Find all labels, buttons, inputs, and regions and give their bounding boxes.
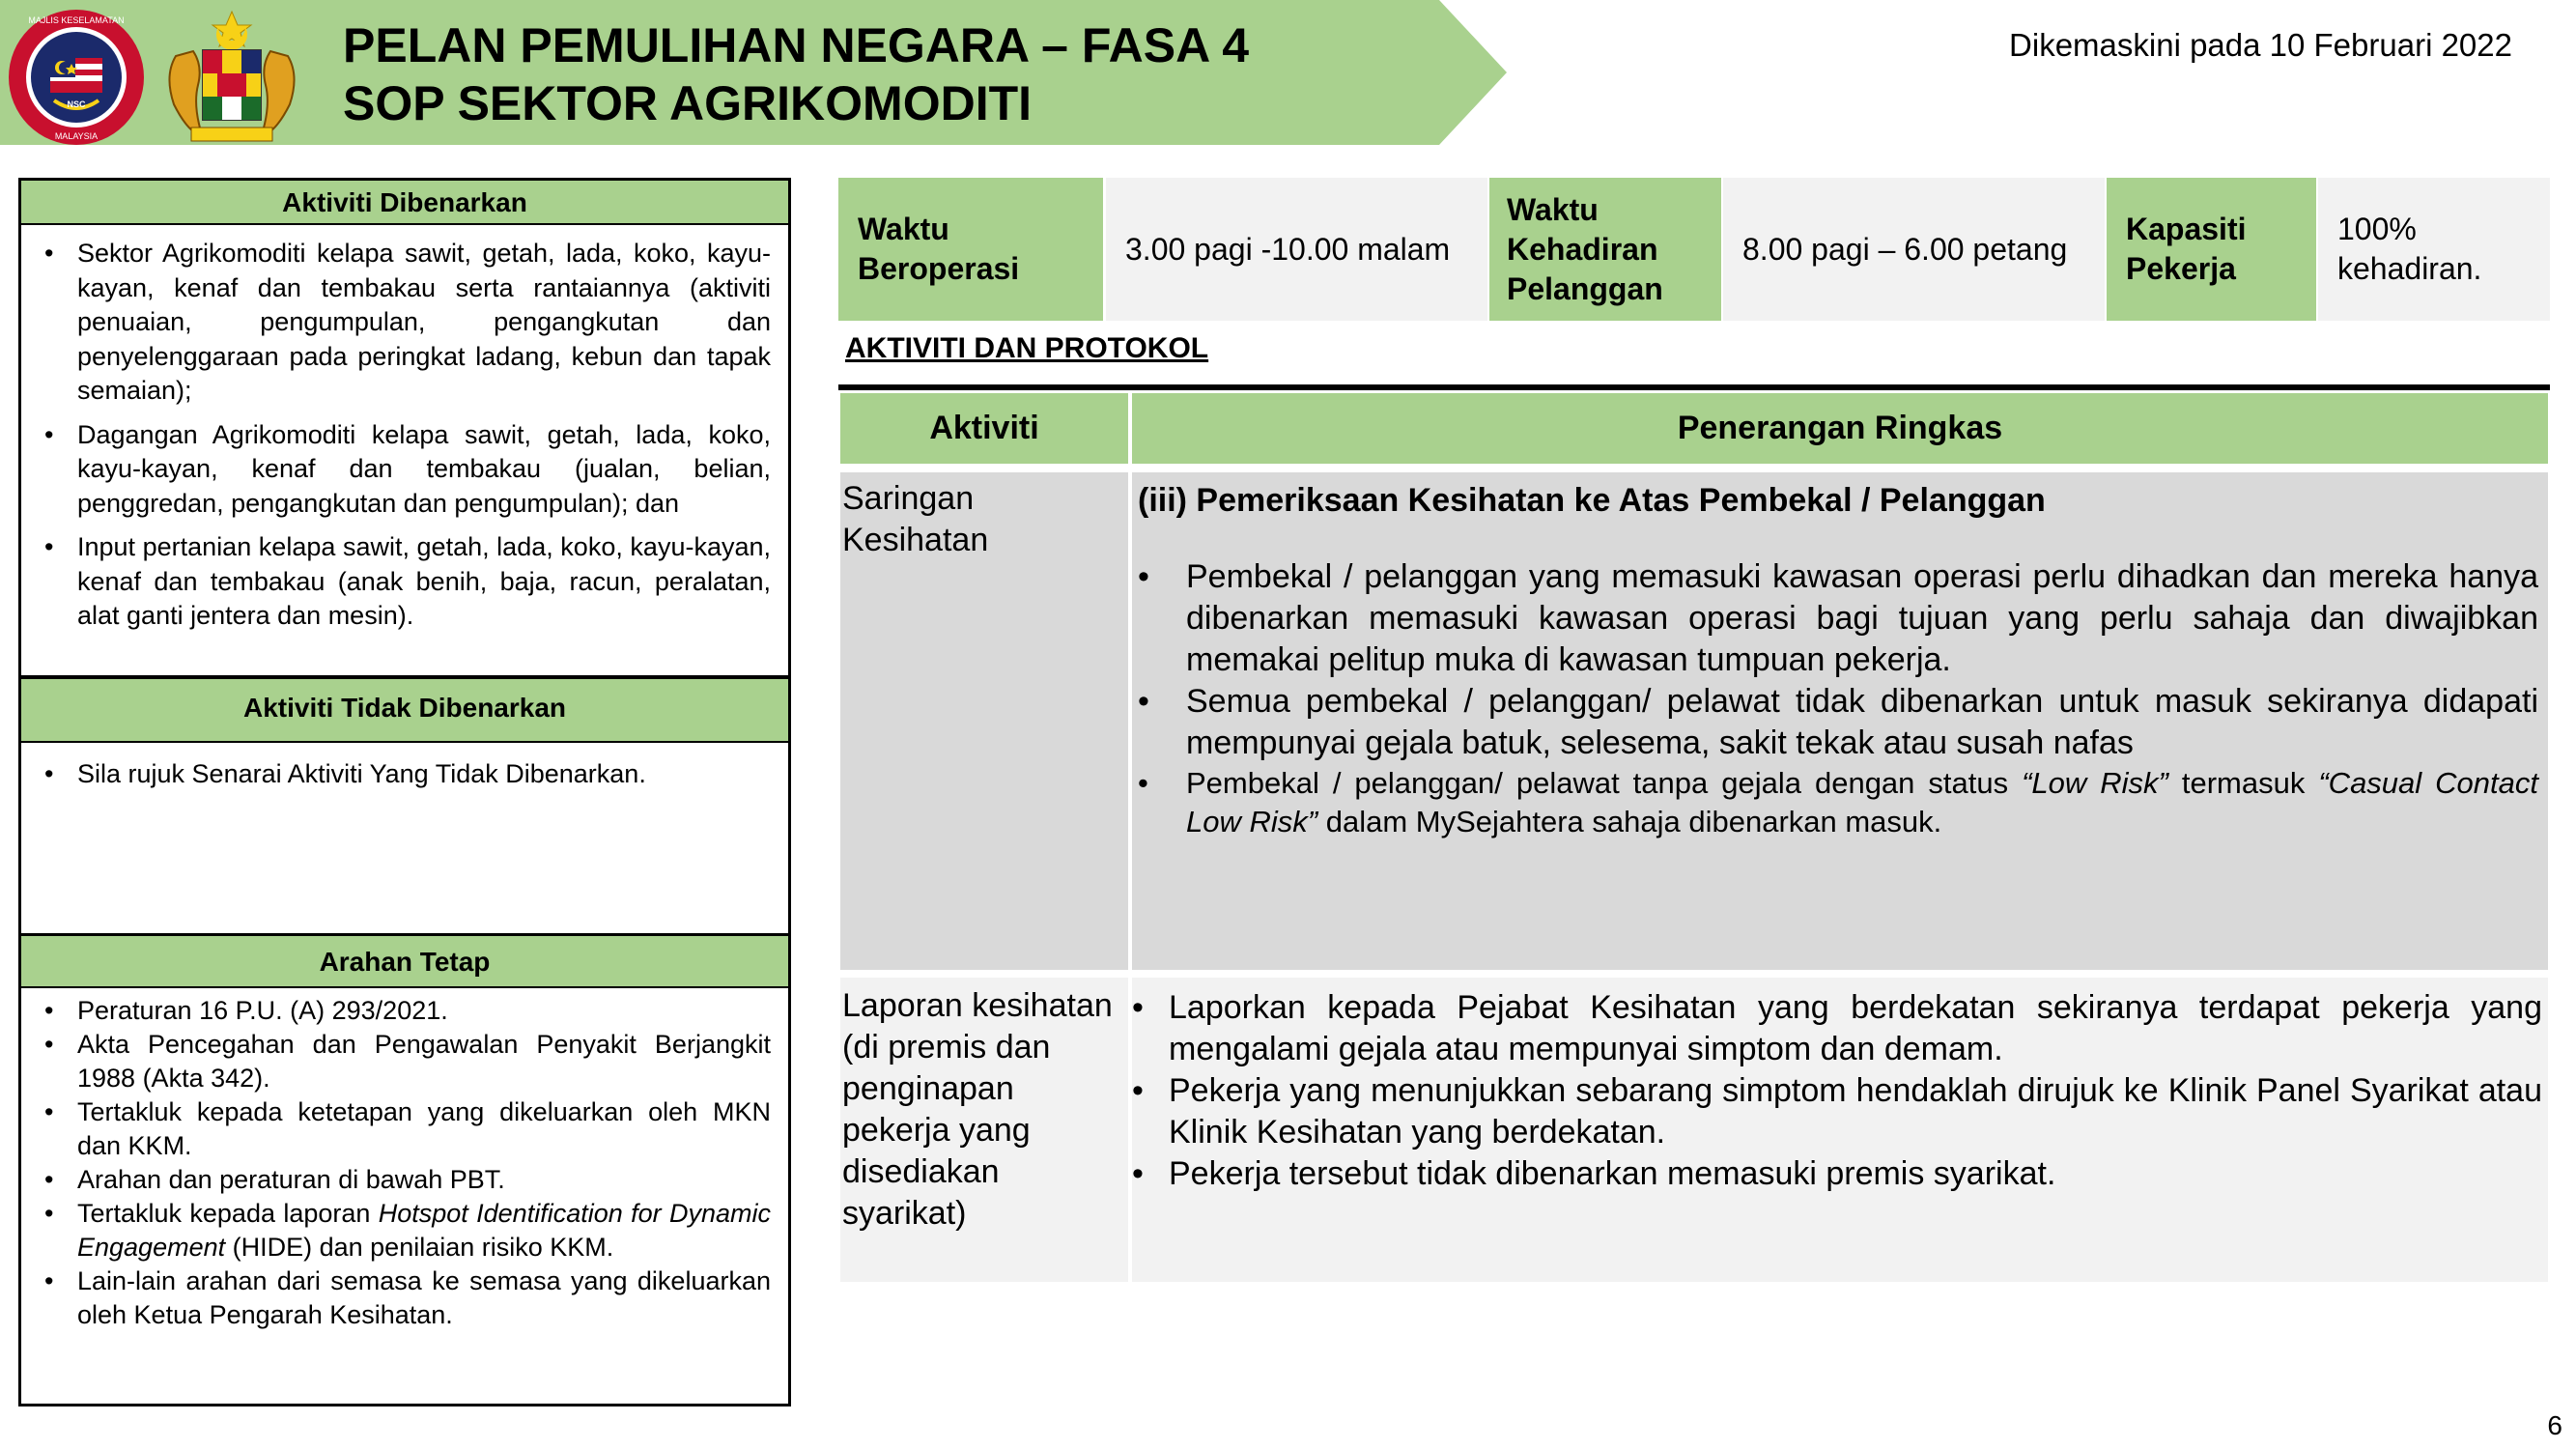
page-number: 6 — [2547, 1410, 2562, 1440]
hide-italic-term: Hotspot Identification for Dynamic Engagement — [77, 1199, 771, 1262]
svg-text:MALAYSIA: MALAYSIA — [54, 131, 99, 141]
allowed-activities-panel — [18, 178, 791, 678]
list-item: • Dagangan Agrikomoditi kelapa sawit, getah, lada, koko, kayu-kayan, kenaf dan tembakau (jualan, belian, penggredan, pengangkutan dan pengumpulan); dan — [77, 418, 771, 522]
hide-prefix: Tertakluk kepada laporan — [77, 1199, 379, 1228]
page-title: PELAN PEMULIHAN NEGARA – FASA 4 — [343, 18, 1250, 72]
page-subtitle: SOP SEKTOR AGRIKOMODITI — [343, 76, 1033, 130]
list-item: • Laporkan kepada Pejabat Kesihatan yang berdekatan sekiranya terdapat pekerja yang mengalami gejala atau mempunyai simptom dan demam. — [1169, 987, 2542, 1070]
svg-text:MAJLIS KESELAMATAN: MAJLIS KESELAMATAN — [28, 15, 125, 25]
operating-hours-value: 3.00 pagi -10.00 malam — [1106, 178, 1487, 321]
list-item: • Arahan dan peraturan di bawah PBT. — [77, 1163, 771, 1197]
standing-directives-panel — [18, 933, 791, 1406]
hide-suffix: (HIDE) dan penilaian risiko KKM. — [225, 1233, 614, 1262]
list-item-status: • Pembekal / pelanggan/ pelawat tanpa gejala dengan status “Low Risk” termasuk “Casual Contact Low Risk” dalam MySejahtera sahaja dibenarkan masuk. — [1186, 764, 2538, 841]
table-row-description — [1132, 472, 2548, 970]
list-item-hide — [77, 1197, 771, 1264]
table-row-activity: Laporan kesihatan (di premis dan penginapan pekerja yang disediakan syarikat) — [840, 978, 1128, 1282]
updated-date: Dikemaskini pada 10 Februari 2022 — [2009, 27, 2512, 63]
customer-hours-label: Waktu Kehadiran Pelanggan — [1489, 178, 1721, 321]
list-item: • Pekerja yang menunjukkan sebarang simptom hendaklah dirujuk ke Klinik Panel Syarikat atau Klinik Kesihatan yang berdekatan. — [1169, 1070, 2542, 1153]
section-divider — [838, 384, 2550, 390]
table-row-description — [1132, 978, 2548, 1282]
worker-capacity-value: 100% kehadiran. — [2318, 178, 2550, 321]
list-item: • Lain-lain arahan dari semasa ke semasa yang dikeluarkan oleh Ketua Pengarah Kesihatan. — [77, 1264, 771, 1332]
svg-text:NSC: NSC — [67, 99, 86, 109]
list-item: • Sila rujuk Senarai Aktiviti Yang Tidak Dibenarkan. — [77, 756, 771, 791]
list-item: • Peraturan 16 P.U. (A) 293/2021. — [77, 994, 771, 1028]
list-item: • Semua pembekal / pelanggan/ pelawat tidak dibenarkan untuk masuk sekiranya didapati mempunyai gejala batuk, selesema, sakit tekak atau susah nafas — [1186, 681, 2538, 764]
nsc-logo — [4, 8, 149, 148]
list-item: • Pembekal / pelanggan yang memasuki kawasan operasi perlu dihadkan dan mereka hanya dibenarkan memasuki kawasan operasi bagi tujuan yang perlu sahaja dan diwajibkan memakai pelitup muka di kawasan tumpuan pekerja. — [1186, 556, 2538, 681]
allowed-activities-heading: Aktiviti Dibenarkan — [21, 181, 788, 225]
standing-directives-list — [21, 988, 788, 1332]
worker-capacity-label: Kapasiti Pekerja — [2107, 178, 2316, 321]
list-item: • Tertakluk kepada ketetapan yang dikeluarkan oleh MKN dan KKM. — [77, 1095, 771, 1163]
description-subheading: (iii) Pemeriksaan Kesihatan ke Atas Pembekal / Pelanggan — [1138, 482, 2046, 519]
section-title: AKTIVITI DAN PROTOKOL — [845, 332, 1209, 364]
not-allowed-activities-list — [21, 743, 788, 791]
not-allowed-activities-panel — [18, 676, 791, 937]
standing-directives-heading: Arahan Tetap — [21, 936, 788, 988]
jata-negara-logo — [155, 8, 309, 148]
list-item: • Input pertanian kelapa sawit, getah, lada, koko, kayu-kayan, kenaf dan tembakau (anak benih, baja, racun, peralatan, alat ganti jentera dan mesin). — [77, 530, 771, 634]
list-item: • Sektor Agrikomoditi kelapa sawit, getah, lada, koko, kayu-kayan, kenaf dan tembakau serta rantaiannya (aktiviti penuaian, pengumpulan, pengangkutan dan penyelenggaraan pada peringkat ladang, kebun dan tapak semaian); — [77, 237, 771, 409]
list-item: • Pekerja tersebut tidak dibenarkan memasuki premis syarikat. — [1169, 1153, 2542, 1195]
allowed-activities-list — [21, 225, 788, 634]
customer-hours-value: 8.00 pagi – 6.00 petang — [1723, 178, 2105, 321]
operating-hours-label: Waktu Beroperasi — [838, 178, 1103, 321]
not-allowed-activities-heading: Aktiviti Tidak Dibenarkan — [21, 679, 788, 743]
list-item: • Akta Pencegahan dan Pengawalan Penyakit Berjangkit 1988 (Akta 342). — [77, 1028, 771, 1095]
column-header-description: Penerangan Ringkas — [1132, 393, 2548, 464]
table-row-activity: Saringan Kesihatan — [840, 472, 1128, 970]
column-header-activity: Aktiviti — [840, 393, 1128, 464]
